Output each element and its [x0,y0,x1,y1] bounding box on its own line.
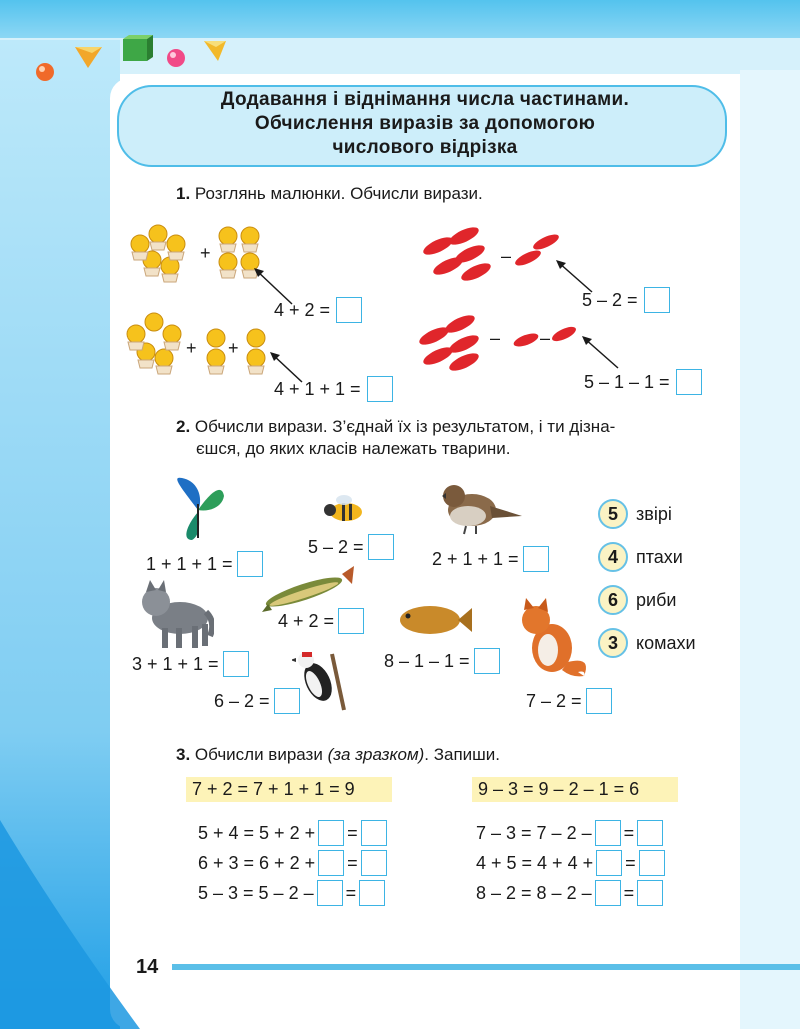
answer-box[interactable] [274,688,300,714]
legend-number: 4 [598,542,628,572]
equals-sign: = [625,852,636,873]
task-3-text: Обчисли вирази [194,745,323,764]
task-1-text: Розглянь малюнки. Обчисли вирази. [194,184,483,203]
task-2-text-line-1: Обчисли вирази. З’єднай їх із результатом, і ти дізна- [194,417,616,436]
title-line-2: Обчислення виразів за допомогою [254,113,596,134]
equals-sign: = [347,822,358,843]
expr-text: 5 – 2 = [582,289,638,310]
legend-number: 3 [598,628,628,658]
chicks-illustration-bottom [124,308,274,380]
sparrow-image [438,480,524,536]
task-3-row [476,878,668,908]
sample-left: 7 + 2 = 7 + 1 + 1 = 9 [186,777,392,802]
expr-text: 6 – 2 = [214,690,270,711]
expr-text: 2 + 1 + 1 = [432,548,519,569]
answer-box[interactable] [317,880,343,906]
page-number: 14 [136,956,159,978]
equals-sign: = [623,882,635,903]
expr-text: 4 + 5 = 4 + 4 + [476,852,594,873]
task-1-expr-4 [584,369,702,395]
task-1-expr-2 [274,376,393,402]
answer-box[interactable] [361,850,387,876]
expr-text: 4 + 1 + 1 = [274,378,361,399]
answer-box[interactable] [586,688,612,714]
task-2-expr-4 [278,608,364,634]
expr-text: 7 – 3 = 7 – 2 – [476,822,592,843]
task-1-instruction [176,183,483,205]
animal-class-legend [598,498,696,659]
answer-box[interactable] [637,820,663,846]
answer-box[interactable] [223,651,249,677]
answer-box[interactable] [237,551,263,577]
task-3-row [476,818,668,848]
legend-label: птахи [636,546,683,567]
butterfly-image [168,474,228,546]
task-3-right-column [476,818,668,908]
woodpecker-image [292,648,348,712]
legend-label: комахи [636,632,696,653]
answer-box[interactable] [637,880,663,906]
task-2-expr-1 [146,551,263,577]
task-3-row [198,878,390,908]
answer-box[interactable] [474,648,500,674]
expr-text: 8 – 2 = 8 – 2 – [476,882,592,903]
minus-sign: – [490,328,501,348]
task-3-row [198,818,390,848]
expr-text: 5 – 2 = [308,536,364,557]
task-2-expr-6 [384,648,500,674]
title-line-1: Додавання і віднімання числа частинами. [220,89,630,110]
answer-box[interactable] [523,546,549,572]
task-2-instruction [176,416,615,460]
task-3-text-italic: (за зразком) [327,745,425,764]
answer-box[interactable] [595,820,621,846]
legend-item-mammals[interactable] [598,498,696,530]
fish-illustration-top [418,222,568,284]
fox-image [512,598,592,678]
expr-text: 7 – 2 = [526,690,582,711]
decorative-shapes [30,35,250,85]
sample-right: 9 – 3 = 9 – 2 – 1 = 6 [472,777,678,802]
answer-box[interactable] [595,880,621,906]
answer-box[interactable] [367,376,393,402]
answer-box[interactable] [318,850,344,876]
legend-label: звірі [636,503,672,524]
equals-sign: = [623,822,635,843]
page-title [125,88,725,160]
answer-box[interactable] [361,820,387,846]
answer-box[interactable] [318,820,344,846]
task-1-expr-1 [274,297,362,323]
task-2-expr-5 [132,651,249,677]
answer-box[interactable] [644,287,670,313]
arrow-pointer [578,332,622,372]
task-1-number: 1. [176,184,191,203]
expr-text: 4 + 2 = [278,610,335,631]
expr-text: 1 + 1 + 1 = [146,553,233,574]
minus-sign: – [501,246,512,266]
answer-box[interactable] [639,850,665,876]
task-3-instruction [176,744,500,766]
task-3-number: 3. [176,745,191,764]
answer-box[interactable] [359,880,385,906]
expr-text: 8 – 1 – 1 = [384,650,470,671]
expr-text: 5 + 4 = 5 + 2 + [198,822,316,843]
legend-number: 6 [598,585,628,615]
legend-item-birds[interactable] [598,541,696,573]
crucian-image [396,600,472,640]
task-2-expr-2 [308,534,394,560]
equals-sign: = [345,882,357,903]
task-3-row [198,848,390,878]
wolf-image [136,578,214,650]
task-2-expr-3 [432,546,549,572]
legend-item-fish[interactable] [598,584,696,616]
answer-box[interactable] [596,850,622,876]
task-2-text-line-2: єшся, до яких класів належать тварини. [196,439,511,458]
plus-sign: + [200,243,211,263]
expr-text: 4 + 2 = [274,299,331,320]
task-2-expr-7 [214,688,300,714]
task-3-left-column [198,818,390,908]
legend-label: риби [636,589,677,610]
title-line-3: числового відрізка [332,137,518,158]
minus-sign: – [540,328,551,348]
task-2-expr-8 [526,688,612,714]
task-2-number: 2. [176,417,191,436]
expr-text: 3 + 1 + 1 = [132,653,219,674]
bee-image [318,492,368,526]
plus-sign: + [228,338,239,358]
equals-sign: = [347,852,358,873]
answer-box[interactable] [336,297,362,323]
fish-illustration-bottom [414,310,584,372]
plus-sign: + [186,338,197,358]
task-1-expr-3 [582,287,670,313]
task-3-row [476,848,668,878]
expr-text: 5 – 3 = 5 – 2 – [198,882,314,903]
legend-item-insects[interactable] [598,627,696,659]
legend-number: 5 [598,499,628,529]
expr-text: 5 – 1 – 1 = [584,371,670,392]
answer-box[interactable] [338,608,364,634]
answer-box[interactable] [368,534,394,560]
task-3-text-end: . Запиши. [424,745,501,764]
answer-box[interactable] [676,369,702,395]
expr-text: 6 + 3 = 6 + 2 + [198,852,316,873]
